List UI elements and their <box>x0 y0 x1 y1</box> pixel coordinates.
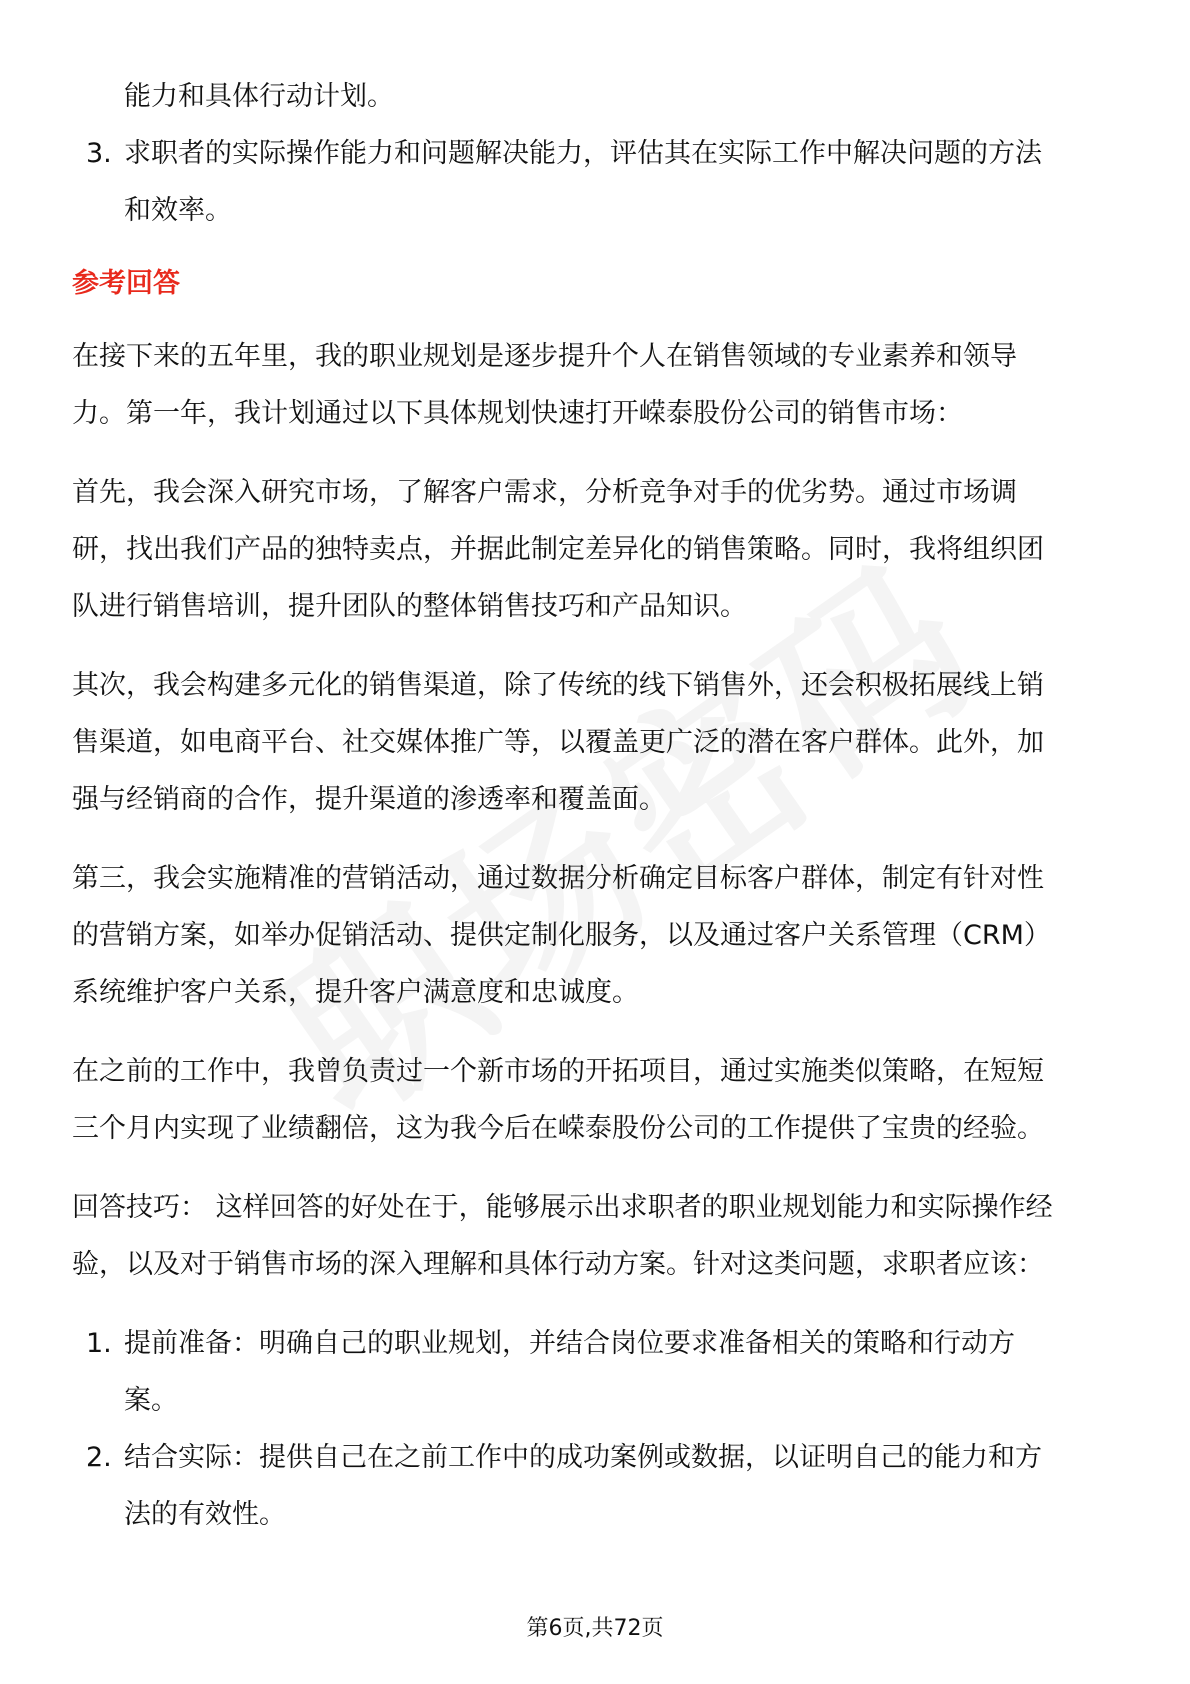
list-item-line: 提前准备：明确自己的职业规划，并结合岗位要求准备相关的策略和行动方 <box>124 1328 1015 1359</box>
paragraph-line: 三个月内实现了业绩翻倍，这为我今后在嵘泰股份公司的工作提供了宝贵的经验。 <box>72 1113 1044 1144</box>
paragraph-line: 的营销方案，如举办促销活动、提供定制化服务，以及通过客户关系管理（CRM） <box>72 920 1051 951</box>
page-number: 第6页,共72页 <box>526 1616 664 1641</box>
paragraph-line: 第三，我会实施精准的营销活动，通过数据分析确定目标客户群体，制定有针对性 <box>72 863 1044 894</box>
paragraph-line: 在之前的工作中，我曾负责过一个新市场的开拓项目，通过实施类似策略，在短短 <box>72 1056 1044 1087</box>
paragraph-line: 强与经销商的合作，提升渠道的渗透率和覆盖面。 <box>72 784 666 815</box>
paragraph-line: 队进行销售培训，提升团队的整体销售技巧和产品知识。 <box>72 591 747 622</box>
paragraph-line: 其次，我会构建多元化的销售渠道，除了传统的线下销售外，还会积极拓展线上销 <box>72 670 1044 701</box>
paragraph <box>72 1179 1132 1293</box>
paragraph-line: 首先，我会深入研究市场，了解客户需求，分析竞争对手的优劣势。通过市场调 <box>72 477 1017 508</box>
paragraph-line: 系统维护客户关系，提升客户满意度和忠诚度。 <box>72 977 639 1008</box>
list-number: 1. <box>86 1328 112 1359</box>
list-item-line: 法的有效性。 <box>124 1499 286 1530</box>
paragraph-line: 研，找出我们产品的独特卖点，并据此制定差异化的销售策略。同时，我将组织团 <box>72 534 1044 565</box>
paragraph-line: 售渠道，如电商平台、社交媒体推广等，以覆盖更广泛的潜在客户群体。此外，加 <box>72 727 1044 758</box>
paragraph <box>72 1043 1132 1157</box>
paragraph <box>72 850 1132 1021</box>
paragraph-line: 验，以及对于销售市场的深入理解和具体行动方案。针对这类问题，求职者应该： <box>72 1249 1044 1280</box>
list-item-line: 结合实际：提供自己在之前工作中的成功案例或数据，以证明自己的能力和方 <box>124 1442 1042 1473</box>
list-item-1 <box>72 1315 1132 1429</box>
list-item-line: 和效率。 <box>124 195 232 226</box>
paragraph-line: 力。第一年，我计划通过以下具体规划快速打开嵘泰股份公司的销售市场： <box>72 398 963 429</box>
paragraph <box>72 464 1132 635</box>
list-item-3 <box>72 125 1132 239</box>
list-item-line: 求职者的实际操作能力和问题解决能力，评估其在实际工作中解决问题的方法 <box>124 138 1042 169</box>
list-item-continuation: 能力和具体行动计划。 <box>124 81 394 112</box>
paragraph <box>72 328 1132 442</box>
paragraph <box>72 657 1132 828</box>
paragraph-line: 回答技巧： 这样回答的好处在于，能够展示出求职者的职业规划能力和实际操作经 <box>72 1192 1053 1223</box>
list-item-line: 案。 <box>124 1385 178 1416</box>
document-body <box>72 68 1132 1543</box>
list-item-2 <box>72 1429 1132 1543</box>
list-number: 3. <box>86 138 112 169</box>
list-number: 2. <box>86 1442 112 1473</box>
section-heading: 参考回答 <box>72 268 180 299</box>
paragraph-line: 在接下来的五年里，我的职业规划是逐步提升个人在销售领域的专业素养和领导 <box>72 341 1017 372</box>
